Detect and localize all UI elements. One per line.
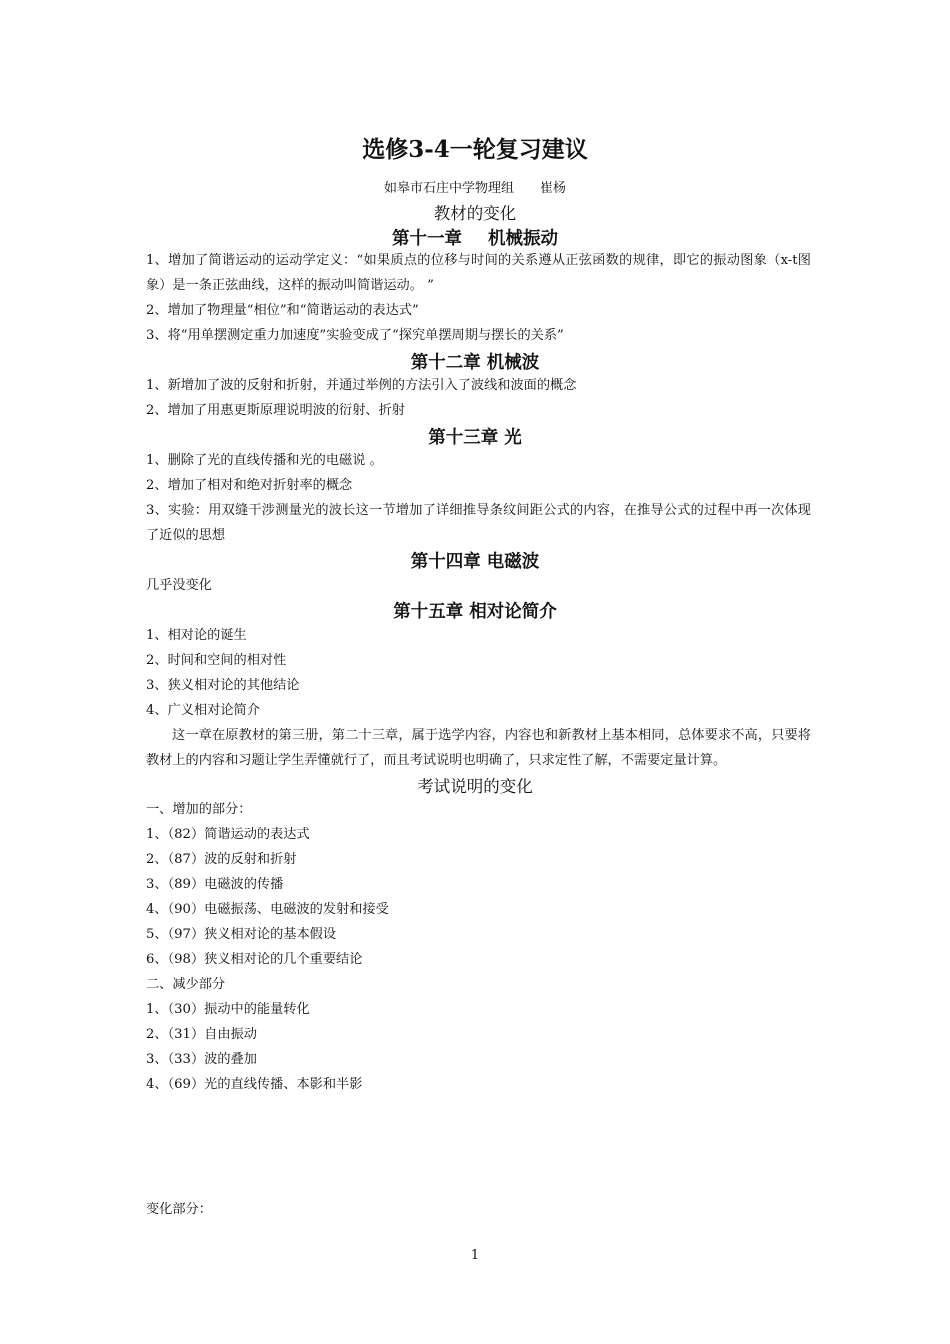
reduced-item-4: 4、（69）光的直线传播、本影和半影: [146, 1077, 363, 1092]
added-heading: 一、增加的部分：: [146, 802, 252, 817]
chapter-12-item-2: 2、增加了用惠更斯原理说明波的衍射、折射: [146, 403, 405, 418]
chapter-13-item-3: 3、实验：用双缝干涉测量光的波长这一节增加了详细推导条纹间距公式的内容，在推导公式的过程中再一次体现了近似的思想: [146, 503, 811, 543]
chapter-15-item-1: 1、相对论的诞生: [146, 628, 247, 643]
author-name: 崔杨: [540, 181, 567, 196]
document-title: 选修3-4一轮复习建议: [362, 136, 588, 163]
chapter-14-item-1: 几乎没变化: [146, 578, 212, 593]
author-line: [0, 177, 950, 196]
reduced-item-1: 1、（30）振动中的能量转化: [146, 1002, 310, 1017]
section-title-textbook-changes: 教材的变化: [433, 204, 517, 223]
chapter-15-title: 第十五章 相对论简介: [393, 602, 557, 622]
chapter-13-item-2: 2、增加了相对和绝对折射率的概念: [146, 478, 353, 493]
added-item-5: 5、（97）狭义相对论的基本假设: [146, 927, 337, 942]
chapter-11-number: 第十一章: [392, 229, 462, 249]
chapter-15-item-2: 2、时间和空间的相对性: [146, 653, 287, 668]
chapter-13-title: 第十三章 光: [428, 428, 522, 448]
reduced-item-2: 2、（31）自由振动: [146, 1027, 257, 1042]
reduced-item-3: 3、（33）波的叠加: [146, 1052, 257, 1067]
added-item-1: 1、（82）简谐运动的表达式: [146, 827, 310, 842]
chapter-15-note: 这一章在原教材的第三册，第二十三章，属于选学内容，内容也和新教材上基本相同，总体要求不高，只要将教材上的内容和习题让学生弄懂就行了，而且考试说明也明确了，只求定性了解，不需要定量计算。: [146, 728, 811, 768]
section-title-syllabus-changes: 考试说明的变化: [417, 777, 533, 796]
chapter-11-item-1: 1、增加了简谐运动的运动学定义：“如果质点的位移与时间的关系遵从正弦函数的规律，即它的振动图象（x-t图象）是一条正弦曲线，这样的振动叫简谐运动。 ”: [146, 253, 811, 293]
added-item-4: 4、（90）电磁振荡、电磁波的发射和接受: [146, 902, 389, 917]
chapter-14-title: 第十四章 电磁波: [410, 552, 540, 572]
chapter-13-item-1: 1、删除了光的直线传播和光的电磁说 。: [146, 453, 383, 468]
changed-heading: 变化部分：: [146, 1202, 212, 1217]
added-item-3: 3、（89）电磁波的传播: [146, 877, 284, 892]
page-number: 1: [470, 1248, 480, 1263]
added-item-2: 2、（87）波的反射和折射: [146, 852, 297, 867]
chapter-11-title: [0, 225, 950, 250]
chapter-12-item-1: 1、新增加了波的反射和折射，并通过举例的方法引入了波线和波面的概念: [146, 378, 577, 393]
chapter-11-item-2: 2、增加了物理量“相位”和“简谐运动的表达式”: [146, 303, 419, 318]
chapter-15-item-3: 3、狭义相对论的其他结论: [146, 678, 300, 693]
chapter-12-title: 第十二章 机械波: [410, 353, 540, 373]
added-item-6: 6、（98）狭义相对论的几个重要结论: [146, 952, 363, 967]
reduced-heading: 二、减少部分: [146, 977, 226, 992]
chapter-15-item-4: 4、广义相对论简介: [146, 703, 260, 718]
author-org: 如皋市石庄中学物理组: [383, 181, 514, 196]
chapter-11-name: 机械振动: [488, 229, 558, 249]
chapter-11-item-3: 3、将“用单摆测定重力加速度”实验变成了“探究单摆周期与摆长的关系”: [146, 328, 564, 343]
